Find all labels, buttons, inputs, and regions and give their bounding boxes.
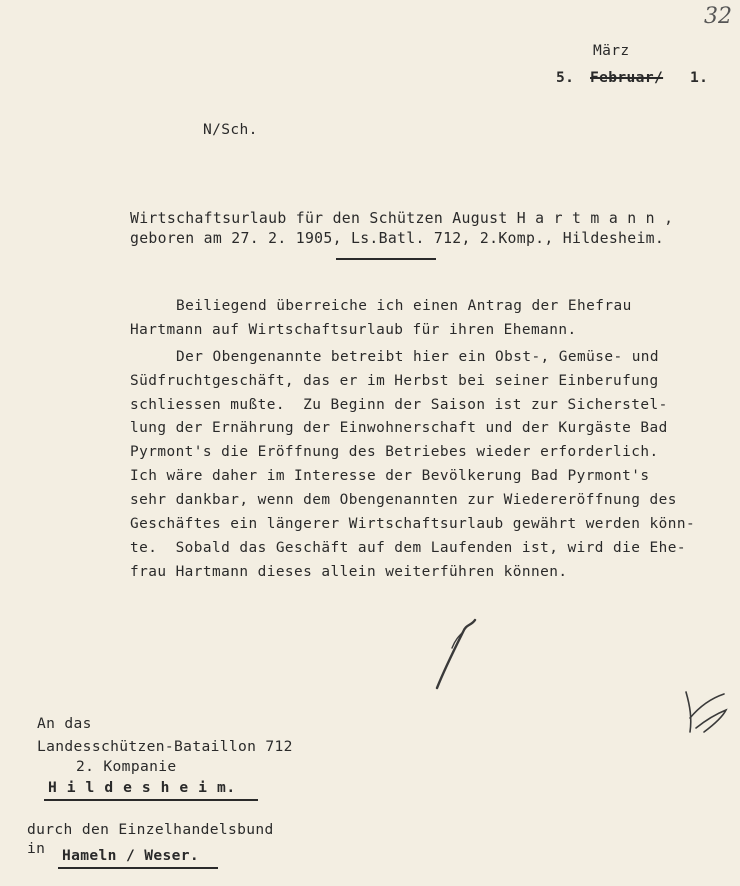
- routing-city-underline: [58, 867, 218, 869]
- address-city: H i l d e s h e i m.: [48, 779, 236, 796]
- body-line-2: Hartmann auf Wirtschaftsurlaub für ihren Ehemann.: [130, 322, 577, 338]
- address-line-3: 2. Kompanie: [76, 758, 177, 775]
- page-number: 32: [704, 4, 732, 29]
- body-line-6: lung der Ernährung der Einwohnerschaft und der Kurgäste Bad: [130, 420, 668, 436]
- body-line-9: sehr dankbar, wenn dem Obengenannten zur Wiedereröffnung des: [130, 492, 677, 508]
- body-line-11: te. Sobald das Geschäft auf dem Laufenden ist, wird die Ehe-: [130, 540, 686, 556]
- body-line-4: Südfruchtgeschäft, das er im Herbst bei seiner Einberufung: [130, 373, 659, 389]
- address-line-2: Landesschützen-Bataillon 712: [37, 738, 293, 755]
- date-month-struck: Februar/: [590, 69, 664, 86]
- address-line-1: An das: [37, 715, 92, 732]
- subject-underline: [336, 258, 436, 260]
- body-line-5: schliessen mußte. Zu Beginn der Saison ist zur Sicherstel-: [130, 397, 668, 413]
- subject-line-1: Wirtschaftsurlaub für den Schützen August H a r t m a n n ,: [130, 210, 674, 227]
- body-line-12: frau Hartmann dieses allein weiterführen können.: [130, 564, 568, 580]
- routing-line-2: in: [27, 840, 46, 857]
- address-city-underline: [44, 799, 258, 801]
- date-year: 1.: [690, 69, 709, 86]
- date-day: 5.: [556, 69, 575, 86]
- body-line-3: Der Obengenannte betreibt hier ein Obst-, Gemüse- und: [176, 349, 660, 365]
- signature-mark: [425, 612, 485, 694]
- routing-line-1: durch den Einzelhandelsbund: [27, 821, 274, 838]
- body-line-7: Pyrmont's die Eröffnung des Betriebes wieder erforderlich.: [130, 444, 659, 460]
- reference-code: N/Sch.: [203, 121, 258, 138]
- date-month-inserted: März: [593, 42, 630, 59]
- body-line-10: Geschäftes ein längerer Wirtschaftsurlaub gewährt werden könn-: [130, 516, 696, 532]
- initial-mark: [682, 688, 734, 738]
- subject-line-2: geboren am 27. 2. 1905, Ls.Batl. 712, 2.Komp., Hildesheim.: [130, 230, 665, 247]
- routing-city: Hameln / Weser.: [62, 847, 200, 864]
- body-line-8: Ich wäre daher im Interesse der Bevölkerung Bad Pyrmont's: [130, 468, 650, 484]
- body-line-1: Beiliegend überreiche ich einen Antrag der Ehefrau: [176, 298, 632, 314]
